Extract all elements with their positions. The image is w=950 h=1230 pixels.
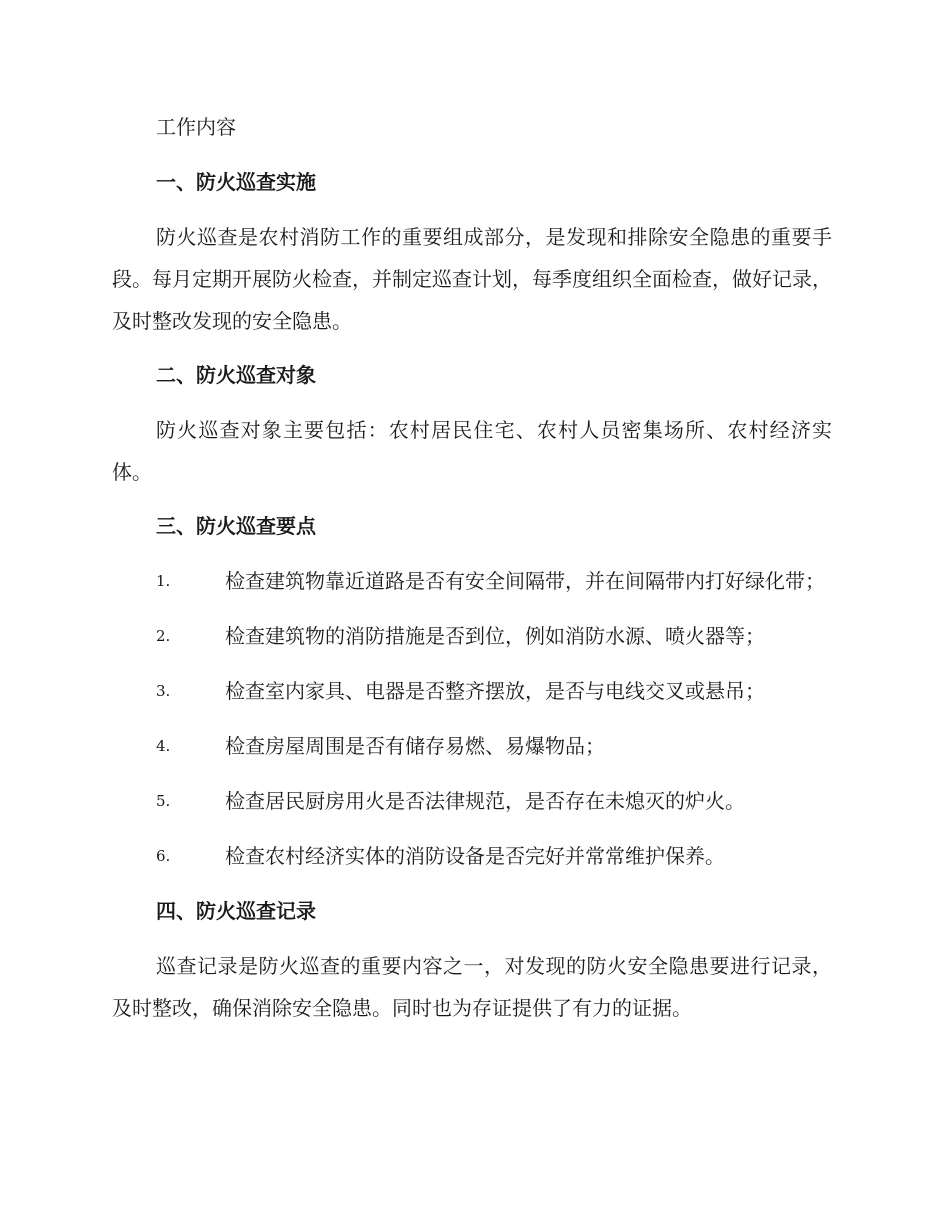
- section-heading-1: 一、防火巡查实施: [156, 170, 316, 194]
- list-item-text: 检查建筑物靠近道路是否有安全间隔带，并在间隔带内打好绿化带；: [225, 569, 825, 593]
- list-item-number: 4.: [156, 737, 171, 755]
- list-item-number: 5.: [156, 792, 171, 810]
- document-title: 工作内容: [156, 115, 236, 139]
- section-heading-2: 二、防火巡查对象: [156, 363, 316, 387]
- section-paragraph-4: 巡查记录是防火巡查的重要内容之一，对发现的防火安全隐患要进行记录，及时整改，确保消除安全隐患。同时也为存证提供了有力的证据。: [112, 954, 832, 1020]
- list-item-number: 2.: [156, 627, 171, 645]
- list-item: [112, 725, 832, 767]
- list-item: [112, 560, 832, 602]
- document-body: [112, 109, 832, 1044]
- list-item-text: 检查居民厨房用火是否法律规范，是否存在未熄灭的炉火。: [225, 789, 745, 813]
- inspection-points-list: [112, 560, 832, 877]
- section-paragraph-2: 防火巡查对象主要包括：农村居民住宅、农村人员密集场所、农村经济实体。: [112, 418, 832, 484]
- section-paragraph-1: 防火巡查是农村消防工作的重要组成部分，是发现和排除安全隐患的重要手段。每月定期开展防火检查，并制定巡查计划，每季度组织全面检查，做好记录，及时整改发现的安全隐患。: [112, 225, 832, 333]
- list-item-number: 1.: [156, 572, 171, 590]
- list-item: [112, 835, 832, 877]
- list-item-text: 检查农村经济实体的消防设备是否完好并常常维护保养。: [225, 844, 725, 868]
- list-item: [112, 615, 832, 657]
- list-item-text: 检查房屋周围是否有储存易燃、易爆物品；: [225, 734, 605, 758]
- list-item-number: 3.: [156, 682, 171, 700]
- section-heading-3: 三、防火巡查要点: [156, 514, 316, 538]
- list-item-text: 检查室内家具、电器是否整齐摆放，是否与电线交叉或悬吊；: [225, 679, 765, 703]
- list-item-text: 检查建筑物的消防措施是否到位，例如消防水源、喷火器等；: [225, 624, 765, 648]
- section-heading-4: 四、防火巡查记录: [156, 899, 316, 923]
- list-item-number: 6.: [156, 847, 171, 865]
- list-item: [112, 670, 832, 712]
- list-item: [112, 780, 832, 822]
